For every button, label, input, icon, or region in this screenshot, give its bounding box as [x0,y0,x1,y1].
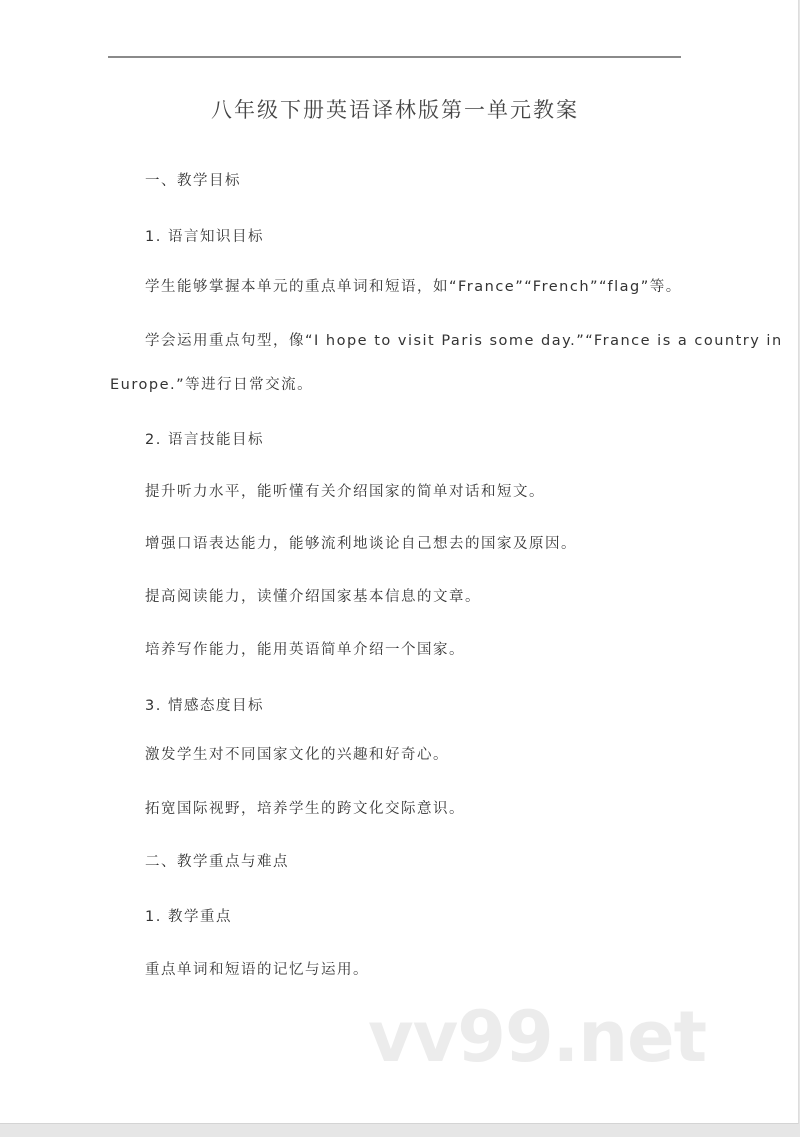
paragraph: 激发学生对不同国家文化的兴趣和好奇心。 [145,747,449,763]
paragraph: 重点单词和短语的记忆与运用。 [145,962,369,978]
paragraph: 提高阅读能力，读懂介绍国家基本信息的文章。 [145,589,481,605]
subsection-heading: 3. 情感态度目标 [145,698,264,714]
paragraph: 拓宽国际视野，培养学生的跨文化交际意识。 [145,801,465,817]
subsection-heading: 1. 教学重点 [145,909,232,925]
watermark: vv99.net [368,996,707,1078]
paragraph: 学会运用重点句型，像“I hope to visit Paris some day.”“France is a country in [145,333,783,349]
section-heading: 二、教学重点与难点 [145,854,289,870]
subsection-heading: 1. 语言知识目标 [145,229,264,245]
document-title: 八年级下册英语译林版第一单元教案 [211,98,579,122]
header-rule [108,56,681,58]
paragraph-continuation: Europe.”等进行日常交流。 [110,377,314,393]
subsection-heading: 2. 语言技能目标 [145,432,264,448]
paragraph: 提升听力水平，能听懂有关介绍国家的简单对话和短文。 [145,484,545,500]
paragraph: 学生能够掌握本单元的重点单词和短语，如“France”“French”“flag”等。 [145,279,682,295]
paragraph: 培养写作能力，能用英语简单介绍一个国家。 [145,642,465,658]
paragraph: 增强口语表达能力，能够流利地谈论自己想去的国家及原因。 [145,536,577,552]
section-heading: 一、教学目标 [145,173,241,189]
